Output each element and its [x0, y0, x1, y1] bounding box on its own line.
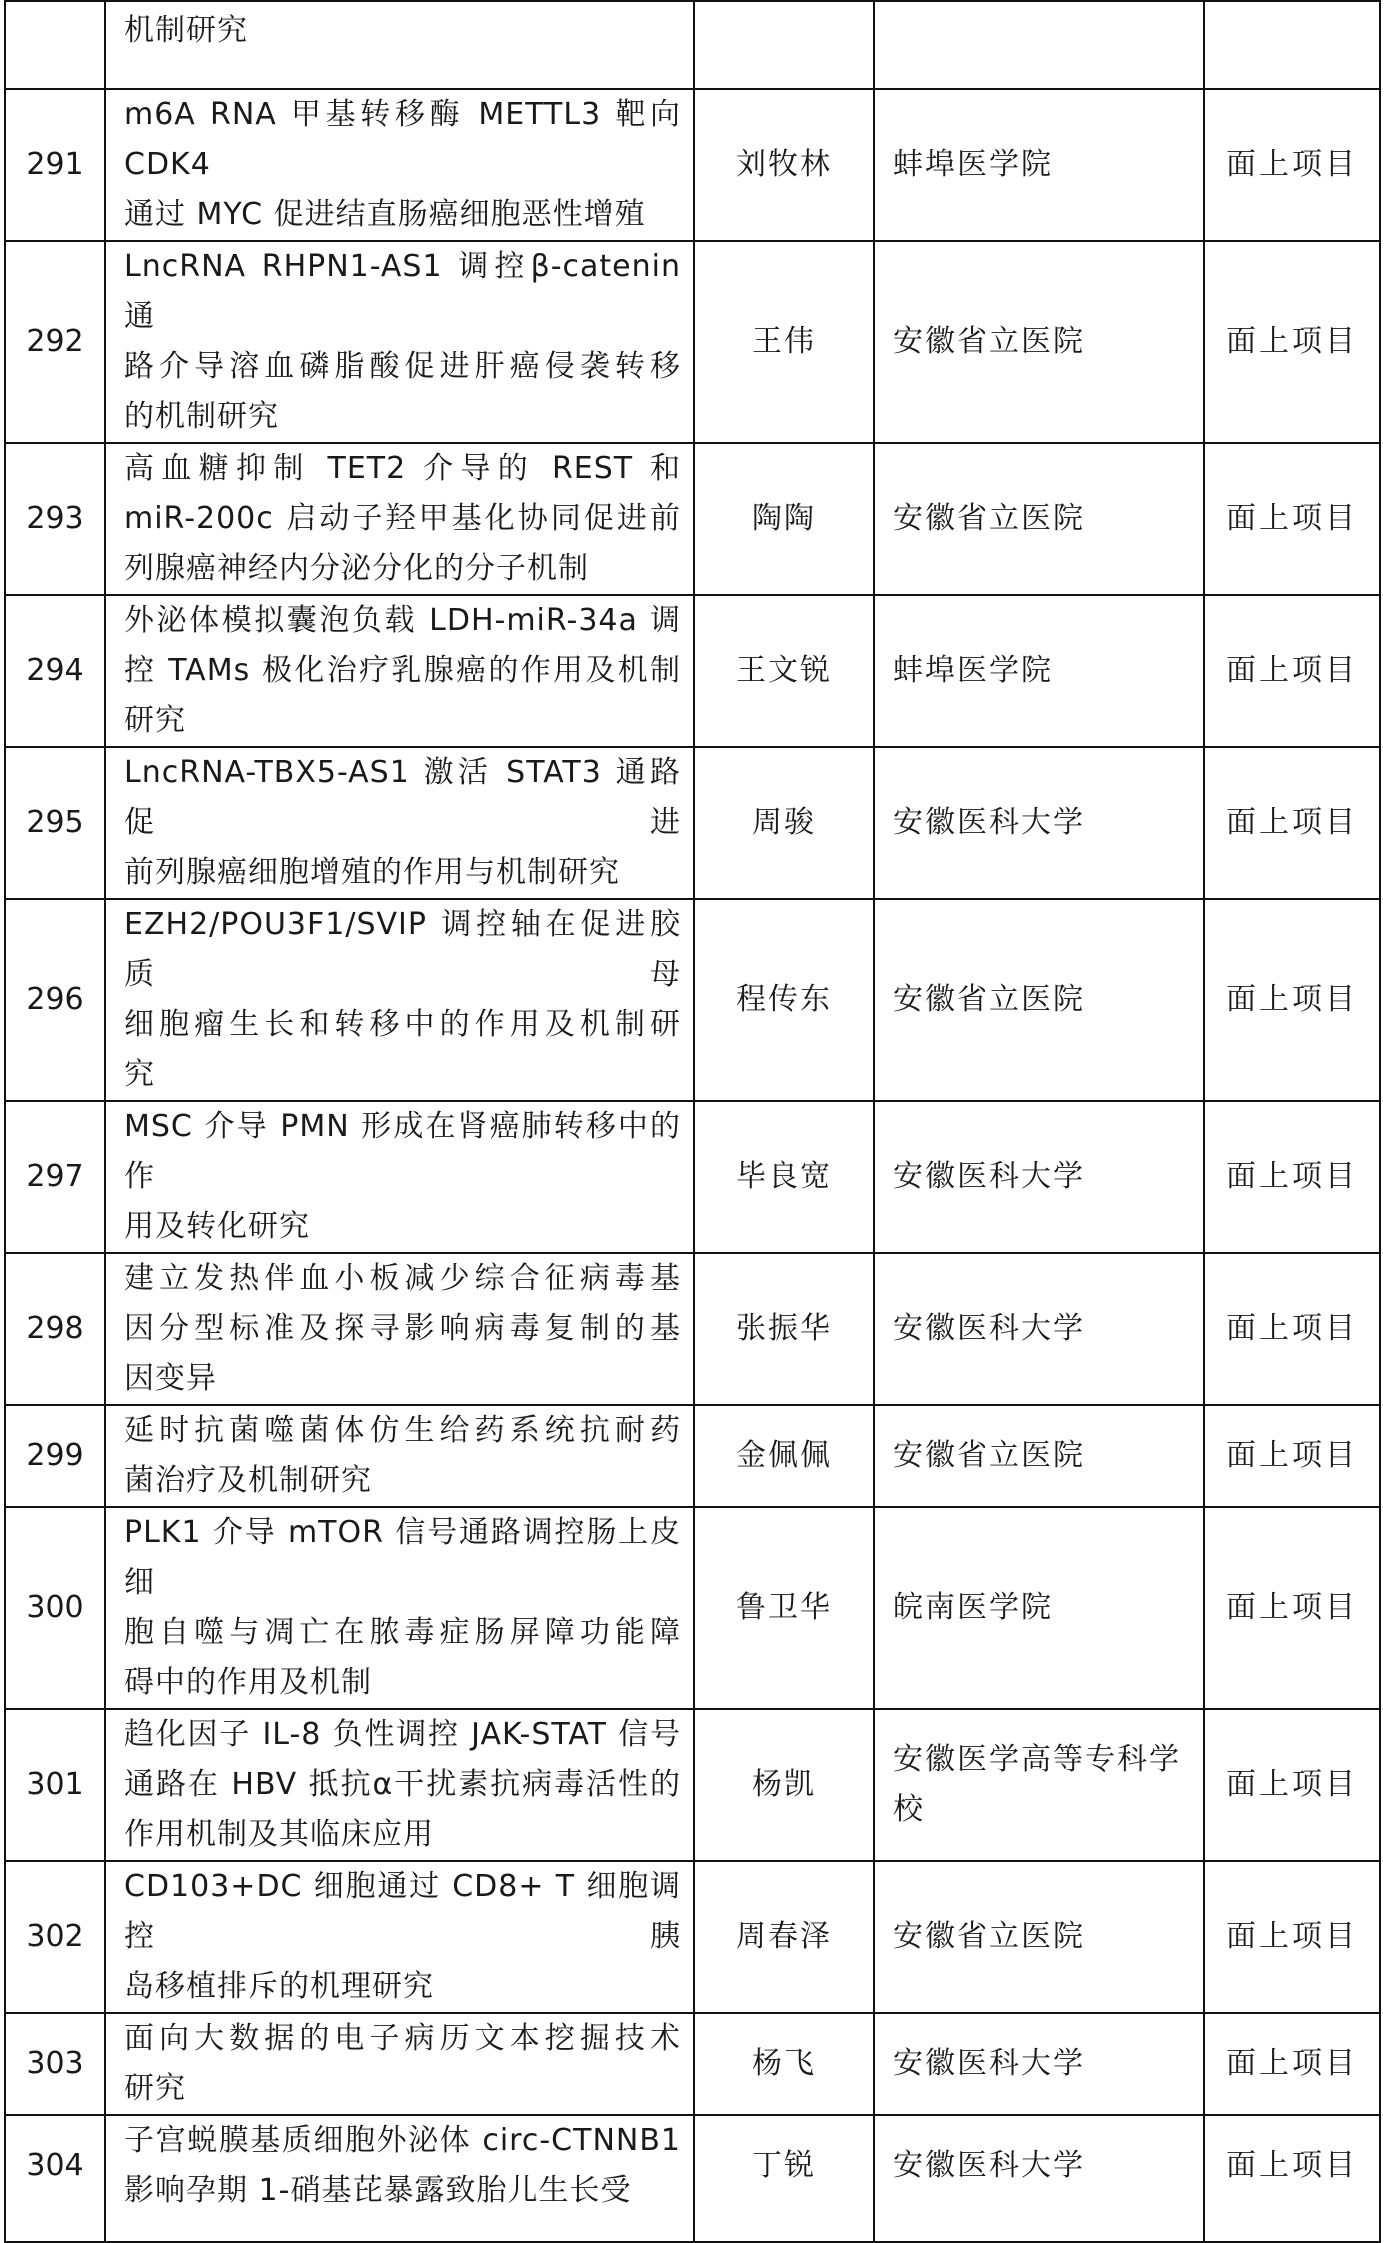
table-row — [5, 747, 1380, 899]
project-type: 面上项目 — [1204, 443, 1380, 595]
project-title-line: miR-200c 启动子羟甲基化协同促进前 — [124, 501, 681, 536]
project-number: 304 — [5, 2115, 105, 2242]
project-title-line: 因分型标准及探寻影响病毒复制的基 — [124, 1311, 681, 1346]
project-type: 面上项目 — [1204, 899, 1380, 1101]
project-type: 面上项目 — [1204, 1253, 1380, 1405]
project-table-container — [4, 0, 1381, 2243]
institution: 安徽医科大学 — [874, 747, 1204, 899]
project-title-line: 研究 — [124, 703, 186, 738]
project-title-line: 胞自噬与凋亡在脓毒症肠屏障功能障 — [124, 1615, 681, 1650]
project-title-line: 作用机制及其临床应用 — [124, 1817, 434, 1852]
project-title — [105, 747, 694, 899]
project-leader: 鲁卫华 — [694, 1507, 874, 1709]
project-leader: 陶陶 — [694, 443, 874, 595]
project-title-line: 高血糖抑制 TET2 介导的 REST 和 — [124, 451, 681, 486]
project-type: 面上项目 — [1204, 2013, 1380, 2115]
project-title — [105, 1253, 694, 1405]
project-title-line: CD103+DC 细胞通过 CD8+ T 细胞调控胰 — [124, 1869, 681, 1954]
project-number: 303 — [5, 2013, 105, 2115]
project-number: 292 — [5, 241, 105, 443]
project-title — [105, 443, 694, 595]
project-title-line: 列腺癌神经内分泌分化的分子机制 — [124, 551, 589, 586]
project-type: 面上项目 — [1204, 747, 1380, 899]
project-leader: 张振华 — [694, 1253, 874, 1405]
institution: 安徽医科大学 — [874, 2115, 1204, 2242]
project-leader: 刘牧林 — [694, 89, 874, 241]
project-number: 295 — [5, 747, 105, 899]
table-row — [5, 1253, 1380, 1405]
table-row — [5, 1507, 1380, 1709]
project-title-line: 影响孕期 1-硝基芘暴露致胎儿生长受 — [124, 2173, 632, 2208]
project-leader: 毕良宽 — [694, 1101, 874, 1253]
project-title — [105, 1, 694, 89]
table-row — [5, 595, 1380, 747]
project-title — [105, 899, 694, 1101]
institution: 安徽医科大学 — [874, 2013, 1204, 2115]
project-type: 面上项目 — [1204, 1101, 1380, 1253]
project-title-line: 细胞瘤生长和转移中的作用及机制研 — [124, 1007, 681, 1042]
institution: 安徽省立医院 — [874, 241, 1204, 443]
project-number: 291 — [5, 89, 105, 241]
project-number: 301 — [5, 1709, 105, 1861]
project-table-body — [5, 1, 1380, 2242]
project-title-line: 的机制研究 — [124, 399, 279, 434]
project-title-line: 控 TAMs 极化治疗乳腺癌的作用及机制 — [124, 653, 681, 688]
institution — [874, 1, 1204, 89]
project-number: 297 — [5, 1101, 105, 1253]
project-number: 300 — [5, 1507, 105, 1709]
project-type: 面上项目 — [1204, 89, 1380, 241]
project-leader: 王伟 — [694, 241, 874, 443]
project-leader: 周骏 — [694, 747, 874, 899]
project-title-line: 机制研究 — [124, 13, 248, 48]
project-table — [4, 0, 1381, 2243]
project-leader: 杨飞 — [694, 2013, 874, 2115]
project-title-line: 究 — [124, 1057, 155, 1092]
table-row — [5, 1101, 1380, 1253]
table-row — [5, 2013, 1380, 2115]
table-row — [5, 1861, 1380, 2013]
table-row — [5, 899, 1380, 1101]
project-title — [105, 1507, 694, 1709]
institution: 安徽医学高等专科学校 — [874, 1709, 1204, 1861]
project-leader: 丁锐 — [694, 2115, 874, 2242]
project-leader: 王文锐 — [694, 595, 874, 747]
project-type: 面上项目 — [1204, 1709, 1380, 1861]
table-row — [5, 443, 1380, 595]
project-type: 面上项目 — [1204, 1405, 1380, 1507]
project-title — [105, 1861, 694, 2013]
project-title-line: 通路在 HBV 抵抗α干扰素抗病毒活性的 — [124, 1767, 681, 1802]
project-title — [105, 1709, 694, 1861]
project-title-line: 延时抗菌噬菌体仿生给药系统抗耐药 — [124, 1413, 681, 1448]
project-title-line: 岛移植排斥的机理研究 — [124, 1969, 434, 2004]
institution: 安徽省立医院 — [874, 443, 1204, 595]
project-title — [105, 89, 694, 241]
project-title — [105, 2115, 694, 2242]
table-row — [5, 89, 1380, 241]
project-title-line: 通过 MYC 促进结直肠癌细胞恶性增殖 — [124, 197, 646, 232]
project-title-line: 建立发热伴血小板减少综合征病毒基 — [124, 1261, 681, 1296]
project-title — [105, 241, 694, 443]
project-title-line: 前列腺癌细胞增殖的作用与机制研究 — [124, 855, 620, 890]
project-title-line: 路介导溶血磷脂酸促进肝癌侵袭转移 — [124, 349, 681, 384]
project-number: 298 — [5, 1253, 105, 1405]
institution: 安徽省立医院 — [874, 1861, 1204, 2013]
project-title-line: EZH2/POU3F1/SVIP 调控轴在促进胶质母 — [124, 907, 681, 992]
project-title-line: MSC 介导 PMN 形成在肾癌肺转移中的作 — [124, 1109, 681, 1194]
project-type: 面上项目 — [1204, 1507, 1380, 1709]
project-title-line: LncRNA-TBX5-AS1 激活 STAT3 通路促进 — [124, 755, 681, 840]
project-title-line: 趋化因子 IL-8 负性调控 JAK-STAT 信号 — [124, 1717, 681, 1752]
institution: 安徽医科大学 — [874, 1101, 1204, 1253]
project-title-line: 子宫蜕膜基质细胞外泌体 circ-CTNNB1 — [124, 2123, 681, 2158]
institution: 皖南医学院 — [874, 1507, 1204, 1709]
project-title-line: 菌治疗及机制研究 — [124, 1463, 372, 1498]
project-type — [1204, 1, 1380, 89]
project-title-line: LncRNA RHPN1-AS1 调控β-catenin 通 — [124, 249, 681, 334]
project-title — [105, 1405, 694, 1507]
institution: 蚌埠医学院 — [874, 595, 1204, 747]
project-number: 299 — [5, 1405, 105, 1507]
project-title-line: PLK1 介导 mTOR 信号通路调控肠上皮细 — [124, 1515, 681, 1600]
project-title-line: 研究 — [124, 2071, 186, 2106]
table-row — [5, 2115, 1380, 2242]
project-title-line: 面向大数据的电子病历文本挖掘技术 — [124, 2021, 681, 2056]
institution: 安徽省立医院 — [874, 1405, 1204, 1507]
project-leader: 周春泽 — [694, 1861, 874, 2013]
project-number — [5, 1, 105, 89]
project-type: 面上项目 — [1204, 1861, 1380, 2013]
table-row — [5, 1709, 1380, 1861]
project-title-line: 碍中的作用及机制 — [124, 1665, 372, 1700]
project-number: 293 — [5, 443, 105, 595]
project-leader — [694, 1, 874, 89]
project-title-line: 因变异 — [124, 1361, 217, 1396]
project-number: 302 — [5, 1861, 105, 2013]
project-title-line: 外泌体模拟囊泡负载 LDH-miR-34a 调 — [124, 603, 681, 638]
project-type: 面上项目 — [1204, 595, 1380, 747]
institution: 蚌埠医学院 — [874, 89, 1204, 241]
project-type: 面上项目 — [1204, 2115, 1380, 2242]
project-leader: 金佩佩 — [694, 1405, 874, 1507]
project-title — [105, 2013, 694, 2115]
institution: 安徽省立医院 — [874, 899, 1204, 1101]
project-title — [105, 1101, 694, 1253]
table-row — [5, 241, 1380, 443]
project-title-line: 用及转化研究 — [124, 1209, 310, 1244]
institution: 安徽医科大学 — [874, 1253, 1204, 1405]
project-title-line: m6A RNA 甲基转移酶 METTL3 靶向 CDK4 — [124, 97, 681, 182]
table-row — [5, 1, 1380, 89]
project-leader: 杨凯 — [694, 1709, 874, 1861]
project-type: 面上项目 — [1204, 241, 1380, 443]
project-number: 296 — [5, 899, 105, 1101]
project-title — [105, 595, 694, 747]
table-row — [5, 1405, 1380, 1507]
project-number: 294 — [5, 595, 105, 747]
project-leader: 程传东 — [694, 899, 874, 1101]
